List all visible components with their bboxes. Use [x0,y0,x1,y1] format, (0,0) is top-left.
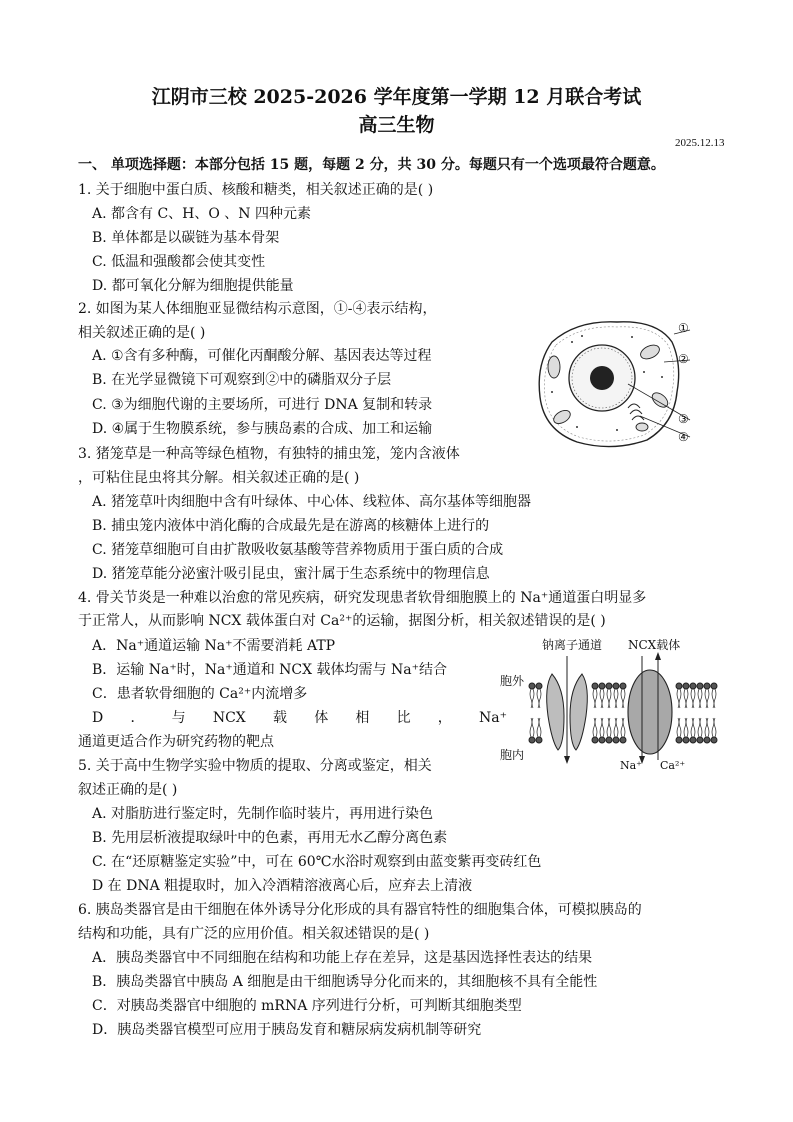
lipid-tail [537,689,541,708]
membrane-diagram [498,632,728,778]
lipid-head [529,683,535,689]
lipid-head [697,683,703,689]
lipid-head [536,737,542,743]
lipid-head [536,683,542,689]
lipid-tail [621,718,625,737]
q4-option-d-line2: 通道更适合作为研究药物的靶点 [78,734,274,750]
q3-stem-line1: 3. 猪笼草是一种高等绿色植物，有独特的捕虫笼，笼内含液体 [78,446,460,462]
q2-option-d: D. ④属于生物膜系统，参与胰岛素的合成、加工和运输 [92,421,433,437]
q3-option-d: D. 猪笼草能分泌蜜汁吸引昆虫，蜜汁属于生态系统中的物理信息 [92,566,490,582]
lipid-tail [712,689,716,708]
q6-option-b: B．胰岛类器官中胰岛 A 细胞是由干细胞诱导分化而来的，其细胞核不具有全能性 [92,974,598,990]
cell-diagram [532,312,712,452]
q4-d-part: D [92,710,104,726]
q4-stem-line2: 于正常人，从而影响 NCX 载体蛋白对 Ca²⁺的运输，据图分析，相关叙述错误的是( ) [78,613,606,629]
q4-d-part: 相 [355,710,370,726]
lipid-tail [607,718,611,737]
lipid-tail [607,689,611,708]
q6-stem-line1: 6. 胰岛类器官是由干细胞在体外诱导分化形成的具有器官特性的细胞集合体，可模拟胰岛的 [78,902,642,918]
lipid-head [599,737,605,743]
lipid-head [676,683,682,689]
lipid-tail [600,718,604,737]
lipid-tail [684,689,688,708]
outside-label: 胞外 [500,674,525,688]
lipid-head [606,737,612,743]
q1-option-d: D. 都可氧化分解为细胞提供能量 [92,278,294,294]
q4-option-d-line1 [92,709,507,727]
ncx-ca-arrowhead [655,652,661,660]
membrane-diagram-svg [498,632,728,778]
lipid-tail [691,689,695,708]
lipid-tail [691,718,695,737]
na-channel-arrowhead [564,756,570,764]
q3-option-c: C. 猪笼草细胞可自由扩散吸收氨基酸等营养物质用于蛋白质的合成 [92,542,504,558]
lipid-head [620,737,626,743]
lipid-tail [698,718,702,737]
q1-stem: 1. 关于细胞中蛋白质、核酸和糖类，相关叙述正确的是( ) [78,182,434,198]
q5-option-c: C. 在“还原糖鉴定实验”中，可在 60℃水浴时观察到由蓝变紫再变砖红色 [92,854,542,870]
lipid-head [620,683,626,689]
q3-option-a: A. 猪笼草叶肉细胞中含有叶绿体、中心体、线粒体、高尔基体等细胞器 [92,494,532,510]
q4-option-a: A．Na⁺通道运输 Na⁺不需要消耗 ATP [92,638,336,654]
lipid-head [690,683,696,689]
sodium-channel-left [547,674,564,750]
lipid-head [704,737,710,743]
q2-option-c: C. ③为细胞代谢的主要场所，可进行 DNA 复制和转录 [92,397,433,413]
q3-option-b: B. 捕虫笼内液体中消化酶的合成最先是在游离的核糖体上进行的 [92,518,490,534]
na-ion-label: Na⁺ [620,759,642,772]
lipid-head [711,683,717,689]
q6-option-d: D．胰岛类器官模型可应用于胰岛发育和糖尿病发病机制等研究 [92,1022,482,1038]
cell-label-3: ③ [678,412,689,426]
q4-d-part: 载 [272,710,287,726]
lipid-head [697,737,703,743]
lipid-tail [712,718,716,737]
lipid-tail [677,689,681,708]
q5-stem-line1: 5. 关于高中生物学实验中物质的提取、分离或鉴定，相关 [78,758,432,774]
q4-d-part: Na⁺ [479,710,507,726]
lipid-head [683,737,689,743]
q6-option-a: A．胰岛类器官中不同细胞在结构和功能上存在差异，这是基因选择性表达的结果 [92,950,593,966]
q4-d-part: ． [130,710,145,726]
lipid-tail [621,689,625,708]
channel-label: 钠离子通道 [542,638,603,652]
q6-stem-line2: 结构和功能，具有广泛的应用价值。相关叙述错误的是( ) [78,926,430,942]
lipid-tail [684,718,688,737]
cell-label-1: ① [678,321,689,335]
section-heading: 一、 单项选择题：本部分包括 15 题，每题 2 分，共 30 分。每题只有一个选项最符合题意。 [78,157,665,173]
ncx-label: NCX载体 [628,638,681,652]
lipid-tail [530,689,534,708]
lipid-head [690,737,696,743]
nucleolus [590,366,614,390]
lipid-head [599,683,605,689]
lipid-head [592,737,598,743]
subject-title: 高三生物 [358,114,435,136]
q2-stem-line1: 2. 如图为某人体细胞亚显微结构示意图，①-④表示结构， [78,301,437,317]
inside-label: 胞内 [500,748,525,762]
mitochondrion-1 [548,356,560,378]
q2-stem-line2: 相关叙述正确的是( ) [78,325,206,341]
lipid-tail [593,689,597,708]
q6-option-c: C．对胰岛类器官中细胞的 mRNA 序列进行分析，可判断其细胞类型 [92,998,522,1014]
cell-label-2: ② [678,352,689,366]
q4-d-part: NCX [212,710,246,726]
lipid-tail [537,718,541,737]
lipid-head [529,737,535,743]
q5-stem-line2: 叙述正确的是( ) [78,782,178,798]
exam-date: 2025.12.13 [675,137,725,149]
lipid-tail [600,689,604,708]
q3-stem-line2: ，可粘住昆虫将其分解。相关叙述正确的是( ) [78,470,360,486]
mitochondrion-5 [636,423,648,431]
q4-d-part: 比 [396,710,411,726]
q5-option-b: B. 先用层析液提取绿叶中的色素，再用无水乙醇分离色素 [92,830,448,846]
lipid-tail [705,718,709,737]
ca-ion-label: Ca²⁺ [660,759,686,772]
q1-option-a: A. 都含有 C、H、O 、N 四种元素 [92,206,312,222]
q1-option-c: C. 低温和强酸都会使其变性 [92,254,266,270]
q4-option-c: C．患者软骨细胞的 Ca²⁺内流增多 [92,686,308,702]
q2-option-b: B. 在光学显微镜下可观察到②中的磷脂双分子层 [92,372,392,388]
lipid-head [613,683,619,689]
lipid-tail [614,718,618,737]
lipid-head [592,683,598,689]
lipid-tail [698,689,702,708]
q2-option-a: A. ①含有多种酶，可催化丙酮酸分解、基因表达等过程 [92,348,432,364]
sodium-channel-right [570,674,587,750]
q5-option-a: A. 对脂肪进行鉴定时，先制作临时装片，再用进行染色 [92,806,434,822]
q4-stem-line1: 4. 骨关节炎是一种难以治愈的常见疾病，研究发现患者软骨细胞膜上的 Na⁺通道蛋白明显多 [78,590,647,606]
lipid-tail [593,718,597,737]
ncx-carrier [628,670,672,754]
cell-label-4: ④ [678,430,689,444]
lipid-head [683,683,689,689]
exam-title: 江阴市三校 2025-2026 学年度第一学期 12 月联合考试 [151,86,642,108]
lipid-head [711,737,717,743]
lipid-head [676,737,682,743]
q4-d-part: 体 [314,710,329,726]
lipid-head [704,683,710,689]
q5-option-d: D 在 DNA 粗提取时，加入冷酒精溶液离心后，应弃去上清液 [92,878,473,894]
lipid-tail [614,689,618,708]
lipid-head [613,737,619,743]
lipid-tail [705,689,709,708]
lipid-tail [677,718,681,737]
lipid-head [606,683,612,689]
q4-option-b: B．运输 Na⁺时，Na⁺通道和 NCX 载体均需与 Na⁺结合 [92,662,447,678]
lipid-tail [530,718,534,737]
q1-option-b: B. 单体都是以碳链为基本骨架 [92,230,280,246]
q4-d-part: 与 [171,710,186,726]
q4-d-part: ， [437,710,452,726]
